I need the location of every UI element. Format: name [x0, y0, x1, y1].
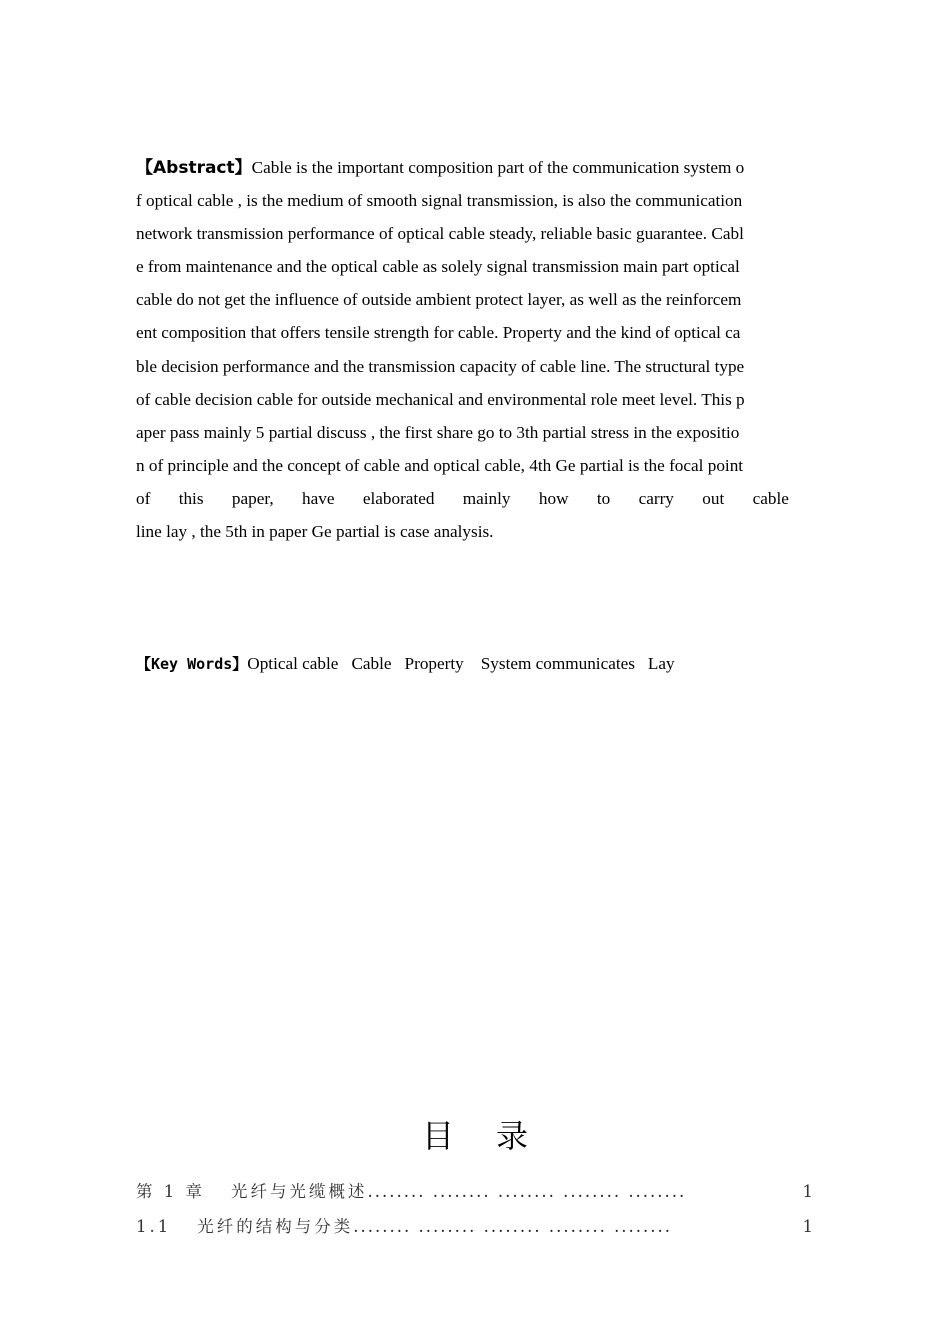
abstract-word: paper, [231, 488, 274, 508]
toc-entry-number: 第 1 章 [136, 1182, 205, 1201]
abstract-line: line lay , the 5th in paper Ge partial is case analysis. [136, 522, 494, 542]
toc-entry-number: 1.1 [136, 1217, 172, 1236]
toc-entry[interactable] [136, 1213, 813, 1237]
abstract-word: out [702, 488, 725, 508]
toc-page-number: 1 [802, 1182, 813, 1201]
toc-entry[interactable] [136, 1178, 813, 1202]
toc-leader-dots: ........ ........ ........ ........ ........ [367, 1182, 687, 1201]
abstract-section [136, 151, 813, 548]
abstract-word: how [538, 488, 569, 508]
toc-page-number: 1 [802, 1217, 813, 1236]
toc-entry-text: 光纤与光缆概述 [231, 1182, 368, 1201]
abstract-line: of cable decision cable for outside mechanical and environmental role meet level. This p [136, 389, 745, 409]
abstract-word: to [596, 488, 611, 508]
toc-leader-dots: ........ ........ ........ ........ ........ [353, 1217, 673, 1236]
abstract-word: carry [638, 488, 674, 508]
abstract-word: this [178, 488, 204, 508]
abstract-label: 【Abstract】 [136, 158, 252, 178]
keyword: Cable [351, 654, 392, 673]
abstract-line: e from maintenance and the optical cable as solely signal transmission main part optical [136, 257, 740, 277]
toc-title: 目录 [421, 1117, 570, 1155]
abstract-line: 【Abstract】Cable is the important composition part of the communication system o [136, 158, 745, 178]
abstract-word: of [136, 488, 151, 508]
abstract-line: ent composition that offers tensile strength for cable. Property and the kind of optical ca [136, 323, 741, 343]
keywords-label: 【Key Words】 [136, 655, 248, 673]
keyword: Lay [647, 654, 675, 673]
abstract-line-justified [136, 482, 813, 515]
abstract-word: cable [752, 488, 789, 508]
toc-entry-text: 光纤的结构与分类 [197, 1217, 354, 1236]
abstract-line: cable do not get the influence of outside ambient protect layer, as well as the reinforcem [136, 290, 742, 310]
keyword: Property [404, 654, 464, 673]
abstract-line: aper pass mainly 5 partial discuss , the first share go to 3th partial stress in the expositio [136, 422, 740, 442]
abstract-line: network transmission performance of optical cable steady, reliable basic guarantee. Cabl [136, 224, 744, 244]
abstract-line: n of principle and the concept of cable and optical cable, 4th Ge partial is the focal point [136, 455, 744, 475]
abstract-line: f optical cable , is the medium of smooth signal transmission, is also the communication [136, 191, 743, 211]
keyword: Optical cable [247, 654, 339, 673]
abstract-word: mainly [462, 488, 511, 508]
abstract-word: elaborated [362, 488, 435, 508]
keyword: System communicates [480, 654, 635, 673]
keywords-section [136, 652, 675, 676]
abstract-word: have [302, 488, 335, 508]
abstract-line: ble decision performance and the transmission capacity of cable line. The structural type [136, 356, 745, 376]
